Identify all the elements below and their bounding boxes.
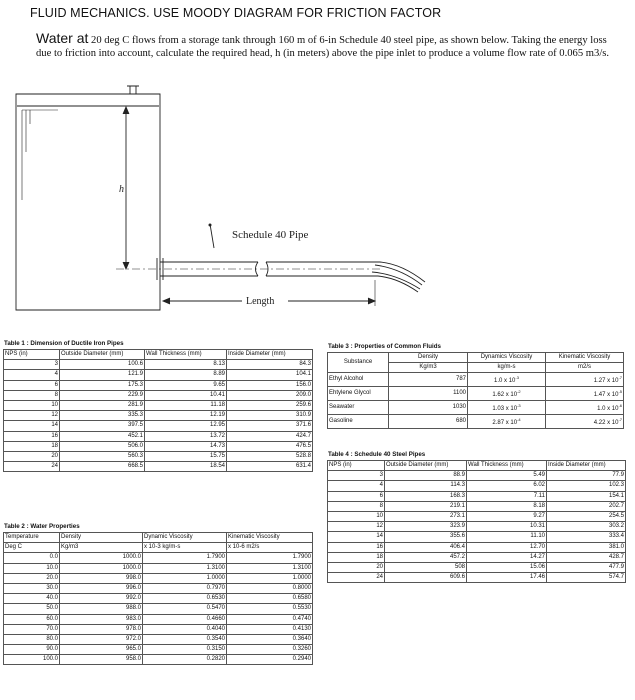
table2-cell: 978.0 [60, 624, 143, 634]
table1-header-cell: Outside Diameter (mm) [60, 350, 145, 360]
table3-cell: 1030 [389, 401, 468, 415]
table3-cell [546, 401, 624, 415]
table3-cell [468, 415, 546, 429]
table4-cell: 6.02 [467, 481, 547, 491]
table1-row [4, 421, 313, 431]
table4-row [328, 522, 626, 532]
table4-cell: 10 [328, 511, 385, 521]
table4-cell: 5.49 [467, 471, 547, 481]
table1-cell: 560.3 [60, 451, 145, 461]
viscosity-mantissa: 2.87 x 10 [492, 420, 518, 427]
table1-cell: 15.75 [145, 451, 227, 461]
table2-cell: 0.3640 [227, 634, 313, 644]
table4-cell: 10.31 [467, 522, 547, 532]
table4-cell: 8.18 [467, 501, 547, 511]
table2-cell: 100.0 [4, 655, 60, 665]
table1-cell: 476.5 [227, 441, 313, 451]
table2-cell: 0.3260 [227, 645, 313, 655]
table1-row [4, 370, 313, 380]
table2-row [4, 655, 313, 665]
pipe-label: Schedule 40 Pipe [232, 229, 309, 241]
table1-cell: 506.0 [60, 441, 145, 451]
table3-cell: Gasoline [328, 415, 389, 429]
length-label: Length [246, 296, 275, 307]
table3-cell [468, 373, 546, 387]
table1-cell: 4 [4, 370, 60, 380]
table3-cell [468, 401, 546, 415]
table2-cell: 0.2940 [227, 655, 313, 665]
table2-cell: 0.5530 [227, 604, 313, 614]
problem-statement [36, 32, 621, 60]
viscosity-exponent: -3 [515, 375, 519, 381]
table1-cell: 14.73 [145, 441, 227, 451]
table4-row [328, 471, 626, 481]
table1-cell: 631.4 [227, 462, 313, 472]
table2-cell: 992.0 [60, 594, 143, 604]
table2-row [4, 583, 313, 593]
table1-cell: 452.1 [60, 431, 145, 441]
table2-cell: 0.3150 [143, 645, 227, 655]
table1-header-cell: Inside Diameter (mm) [227, 350, 313, 360]
table3-header-row [328, 353, 624, 363]
table1-row [4, 380, 313, 390]
table2-cell: 972.0 [60, 634, 143, 644]
viscosity-mantissa: 1.62 x 10 [492, 392, 518, 399]
table4-header-cell: Inside Diameter (mm) [547, 461, 626, 471]
table4-row [328, 562, 626, 572]
table2-cell: 983.0 [60, 614, 143, 624]
table2-cell: 1.0000 [227, 573, 313, 583]
table1-cell: 668.5 [60, 462, 145, 472]
table4-header-cell: NPS (in) [328, 461, 385, 471]
viscosity-mantissa: 1.03 x 10 [492, 406, 518, 413]
table3-cell [546, 373, 624, 387]
table1-cell: 3 [4, 360, 60, 370]
table1-cell: 10 [4, 400, 60, 410]
table4-cell: 9.27 [467, 511, 547, 521]
table4-cell: 114.3 [385, 481, 467, 491]
table1-cell: 16 [4, 431, 60, 441]
table1-cell: 12 [4, 411, 60, 421]
table2-cell: 0.0 [4, 553, 60, 563]
leader-dot [209, 224, 212, 227]
table2-water-properties [3, 532, 313, 665]
table4-cell: 18 [328, 552, 385, 562]
table1-row [4, 441, 313, 451]
problem-text: 20 deg C flows from a storage tank through 160 m of 6-in Schedule 40 steel pipe, as shown below. Taking the energy loss due to friction into account, calculate the required head, h (in meters) above the pipe inlet to produce a volume flow rate of 0.065 m3/s. [36, 35, 610, 59]
worksheet-header: FLUID MECHANICS. USE MOODY DIAGRAM FOR FRICTION FACTOR [30, 6, 442, 20]
problem-lead: Water at [36, 30, 89, 46]
table1-cell: 397.5 [60, 421, 145, 431]
table1-cell: 9.65 [145, 380, 227, 390]
table2-cell: 20.0 [4, 573, 60, 583]
table2-cell: 0.4130 [227, 624, 313, 634]
pipe-label-leader [210, 224, 214, 248]
table4-cell: 406.4 [385, 542, 467, 552]
table2-cell: 0.4040 [143, 624, 227, 634]
viscosity-exponent: -4 [517, 417, 521, 423]
table3-cell: Ehtylene Glycol [328, 387, 389, 401]
table1-cell: 11.18 [145, 400, 227, 410]
table1-cell: 24 [4, 462, 60, 472]
table4-cell: 323.9 [385, 522, 467, 532]
table2-cell: 1.7900 [143, 553, 227, 563]
table3-header-cell: Kinematic Viscosity [546, 353, 624, 363]
table2-unit-row [4, 543, 313, 553]
table4-cell: 428.7 [547, 552, 626, 562]
table4-cell: 355.6 [385, 532, 467, 542]
table3-row [328, 401, 624, 415]
table2-header-cell: Density [60, 533, 143, 543]
table4-cell: 381.0 [547, 542, 626, 552]
kinematic-exponent: -6 [618, 403, 622, 409]
tank-outline [16, 94, 160, 310]
table2-cell: 1.7900 [227, 553, 313, 563]
table4-title: Table 4 : Schedule 40 Steel Pipes [328, 451, 426, 458]
table1-cell: 310.9 [227, 411, 313, 421]
table2-row [4, 624, 313, 634]
table1-row [4, 451, 313, 461]
table1-ductile-iron-pipes [3, 349, 313, 472]
table1-cell: 335.3 [60, 411, 145, 421]
head-arrow-bottom [123, 262, 129, 269]
table4-cell: 77.9 [547, 471, 626, 481]
table1-cell: 175.3 [60, 380, 145, 390]
table3-row [328, 373, 624, 387]
table4-cell: 303.2 [547, 522, 626, 532]
kinematic-mantissa: 1.27 x 10 [593, 378, 619, 385]
table4-row [328, 532, 626, 542]
table3-cell [546, 387, 624, 401]
table3-header-cell: Substance [328, 353, 389, 373]
table2-header-cell: Kinematic Viscosity [227, 533, 313, 543]
table4-body [328, 471, 626, 583]
table1-cell: 84.3 [227, 360, 313, 370]
kinematic-exponent: -5 [618, 389, 622, 395]
table1-cell: 104.1 [227, 370, 313, 380]
table2-cell: 0.6530 [143, 594, 227, 604]
table2-title: Table 2 : Water Properties [4, 523, 80, 530]
table1-cell: 18.54 [145, 462, 227, 472]
table4-row [328, 491, 626, 501]
table4-cell: 7.11 [467, 491, 547, 501]
table1-cell: 209.0 [227, 390, 313, 400]
table2-row [4, 563, 313, 573]
table4-cell: 508 [385, 562, 467, 572]
table4-cell: 4 [328, 481, 385, 491]
table2-cell: 965.0 [60, 645, 143, 655]
table2-cell: 0.4660 [143, 614, 227, 624]
table1-row [4, 411, 313, 421]
table2-row [4, 634, 313, 644]
table3-header-cell: Dynamics Viscosity [468, 353, 546, 363]
table2-row [4, 614, 313, 624]
table2-cell: 90.0 [4, 645, 60, 655]
table4-cell: 154.1 [547, 491, 626, 501]
table1-body [4, 360, 313, 472]
viscosity-exponent: -2 [517, 389, 521, 395]
table2-cell: 1.3100 [143, 563, 227, 573]
table2-row [4, 594, 313, 604]
table1-cell: 281.9 [60, 400, 145, 410]
table3-unit-cell: m2/s [546, 363, 624, 373]
kinematic-exponent: -7 [618, 375, 622, 381]
pipe-outlet-lines [372, 265, 422, 289]
table1-row [4, 390, 313, 400]
table4-cell: 457.2 [385, 552, 467, 562]
table1-header-cell: Wall Thickness (mm) [145, 350, 227, 360]
table4-cell: 168.3 [385, 491, 467, 501]
table2-row [4, 553, 313, 563]
table2-cell: 0.6580 [227, 594, 313, 604]
head-arrow-top [123, 107, 129, 114]
table2-cell: 0.8000 [227, 583, 313, 593]
table2-cell: 988.0 [60, 604, 143, 614]
table4-cell: 14.27 [467, 552, 547, 562]
table4-row [328, 552, 626, 562]
table1-cell: 371.6 [227, 421, 313, 431]
table1-cell: 259.6 [227, 400, 313, 410]
table4-cell: 102.3 [547, 481, 626, 491]
table2-row [4, 645, 313, 655]
table4-cell: 20 [328, 562, 385, 572]
table1-cell: 6 [4, 380, 60, 390]
table4-cell: 202.7 [547, 501, 626, 511]
kinematic-mantissa: 1.0 x 10 [597, 406, 619, 413]
table3-cell: Ethyl Alcohol [328, 373, 389, 387]
table4-header-cell: Wall Thickness (mm) [467, 461, 547, 471]
table1-cell: 12.95 [145, 421, 227, 431]
table4-cell: 24 [328, 573, 385, 583]
table4-cell: 219.1 [385, 501, 467, 511]
table1-cell: 528.8 [227, 451, 313, 461]
table4-cell: 477.9 [547, 562, 626, 572]
table2-cell: 60.0 [4, 614, 60, 624]
pipe-section-2 [266, 262, 425, 292]
table4-header-row [328, 461, 626, 471]
table2-cell: 998.0 [60, 573, 143, 583]
table1-cell: 229.9 [60, 390, 145, 400]
table1-row [4, 462, 313, 472]
table1-row [4, 360, 313, 370]
table2-header-cell: Dynamic Viscosity [143, 533, 227, 543]
table3-cell: 1100 [389, 387, 468, 401]
table3-row [328, 387, 624, 401]
table1-cell: 100.6 [60, 360, 145, 370]
table4-cell: 3 [328, 471, 385, 481]
table1-cell: 121.9 [60, 370, 145, 380]
table2-unit-cell: Deg C [4, 543, 60, 553]
table3-cell: 787 [389, 373, 468, 387]
table2-cell: 80.0 [4, 634, 60, 644]
table2-unit-cell: x 10-3 kg/m-s [143, 543, 227, 553]
table4-cell: 609.6 [385, 573, 467, 583]
table2-cell: 996.0 [60, 583, 143, 593]
table1-cell: 20 [4, 451, 60, 461]
table4-cell: 333.4 [547, 532, 626, 542]
table2-cell: 0.7970 [143, 583, 227, 593]
table3-title: Table 3 : Properties of Common Fluids [328, 343, 441, 350]
table2-cell: 958.0 [60, 655, 143, 665]
head-label: h [119, 184, 124, 195]
table4-schedule40-steel-pipes [327, 460, 626, 583]
table2-cell: 40.0 [4, 594, 60, 604]
kinematic-exponent: -7 [618, 417, 622, 423]
table1-cell: 12.19 [145, 411, 227, 421]
table2-cell: 30.0 [4, 583, 60, 593]
table4-header-cell: Outside Diameter (mm) [385, 461, 467, 471]
table1-cell: 8 [4, 390, 60, 400]
table4-row [328, 481, 626, 491]
table4-cell: 16 [328, 542, 385, 552]
table1-cell: 8.13 [145, 360, 227, 370]
table2-cell: 1000.0 [60, 563, 143, 573]
table4-cell: 11.10 [467, 532, 547, 542]
table2-cell: 0.5470 [143, 604, 227, 614]
table2-cell: 0.2820 [143, 655, 227, 665]
table3-unit-cell: Kg/m3 [389, 363, 468, 373]
table1-cell: 424.7 [227, 431, 313, 441]
table2-cell: 1000.0 [60, 553, 143, 563]
table1-header-cell: NPS (in) [4, 350, 60, 360]
table4-row [328, 573, 626, 583]
table1-cell: 18 [4, 441, 60, 451]
table3-row [328, 415, 624, 429]
table1-cell: 10.41 [145, 390, 227, 400]
water-hatching [22, 110, 58, 200]
table2-row [4, 604, 313, 614]
table3-cell [468, 387, 546, 401]
table2-cell: 0.3540 [143, 634, 227, 644]
table4-row [328, 511, 626, 521]
table3-cell [546, 415, 624, 429]
table1-cell: 8.89 [145, 370, 227, 380]
table3-header-cell: Density [389, 353, 468, 363]
length-arrow-right [368, 298, 375, 304]
table2-header-cell: Temperature [4, 533, 60, 543]
kinematic-mantissa: 1.47 x 10 [593, 392, 619, 399]
table2-cell: 1.3100 [227, 563, 313, 573]
table4-row [328, 501, 626, 511]
table4-cell: 12 [328, 522, 385, 532]
table4-cell: 254.5 [547, 511, 626, 521]
table2-row [4, 573, 313, 583]
table1-row [4, 431, 313, 441]
table3-common-fluids [327, 352, 624, 429]
table2-cell: 1.0000 [143, 573, 227, 583]
table4-cell: 6 [328, 491, 385, 501]
table4-cell: 14 [328, 532, 385, 542]
table4-cell: 88.9 [385, 471, 467, 481]
table4-cell: 574.7 [547, 573, 626, 583]
table3-unit-cell: kg/m-s [468, 363, 546, 373]
table1-row [4, 400, 313, 410]
table4-cell: 8 [328, 501, 385, 511]
tank-pipe-figure [0, 82, 635, 340]
viscosity-exponent: -3 [517, 403, 521, 409]
table1-header-row [4, 350, 313, 360]
viscosity-mantissa: 1.0 x 10 [494, 378, 516, 385]
table3-cell: 680 [389, 415, 468, 429]
length-arrow-left [163, 298, 170, 304]
table2-cell: 50.0 [4, 604, 60, 614]
table2-cell: 0.4740 [227, 614, 313, 624]
table4-cell: 17.46 [467, 573, 547, 583]
table3-body [328, 373, 624, 429]
kinematic-mantissa: 4.22 x 10 [593, 420, 619, 427]
table2-cell: 70.0 [4, 624, 60, 634]
table2-cell: 10.0 [4, 563, 60, 573]
tank-fill-port [127, 86, 139, 94]
table1-title: Table 1 : Dimension of Ductile Iron Pipes [4, 340, 124, 347]
table1-cell: 14 [4, 421, 60, 431]
table2-unit-cell: x 10-6 m2/s [227, 543, 313, 553]
table2-unit-cell: Kg/m3 [60, 543, 143, 553]
table4-cell: 15.06 [467, 562, 547, 572]
table4-cell: 273.1 [385, 511, 467, 521]
table4-cell: 12.70 [467, 542, 547, 552]
table2-header-row [4, 533, 313, 543]
table2-body [4, 553, 313, 665]
table1-cell: 156.0 [227, 380, 313, 390]
table4-row [328, 542, 626, 552]
table1-cell: 13.72 [145, 431, 227, 441]
table3-cell: Seawater [328, 401, 389, 415]
